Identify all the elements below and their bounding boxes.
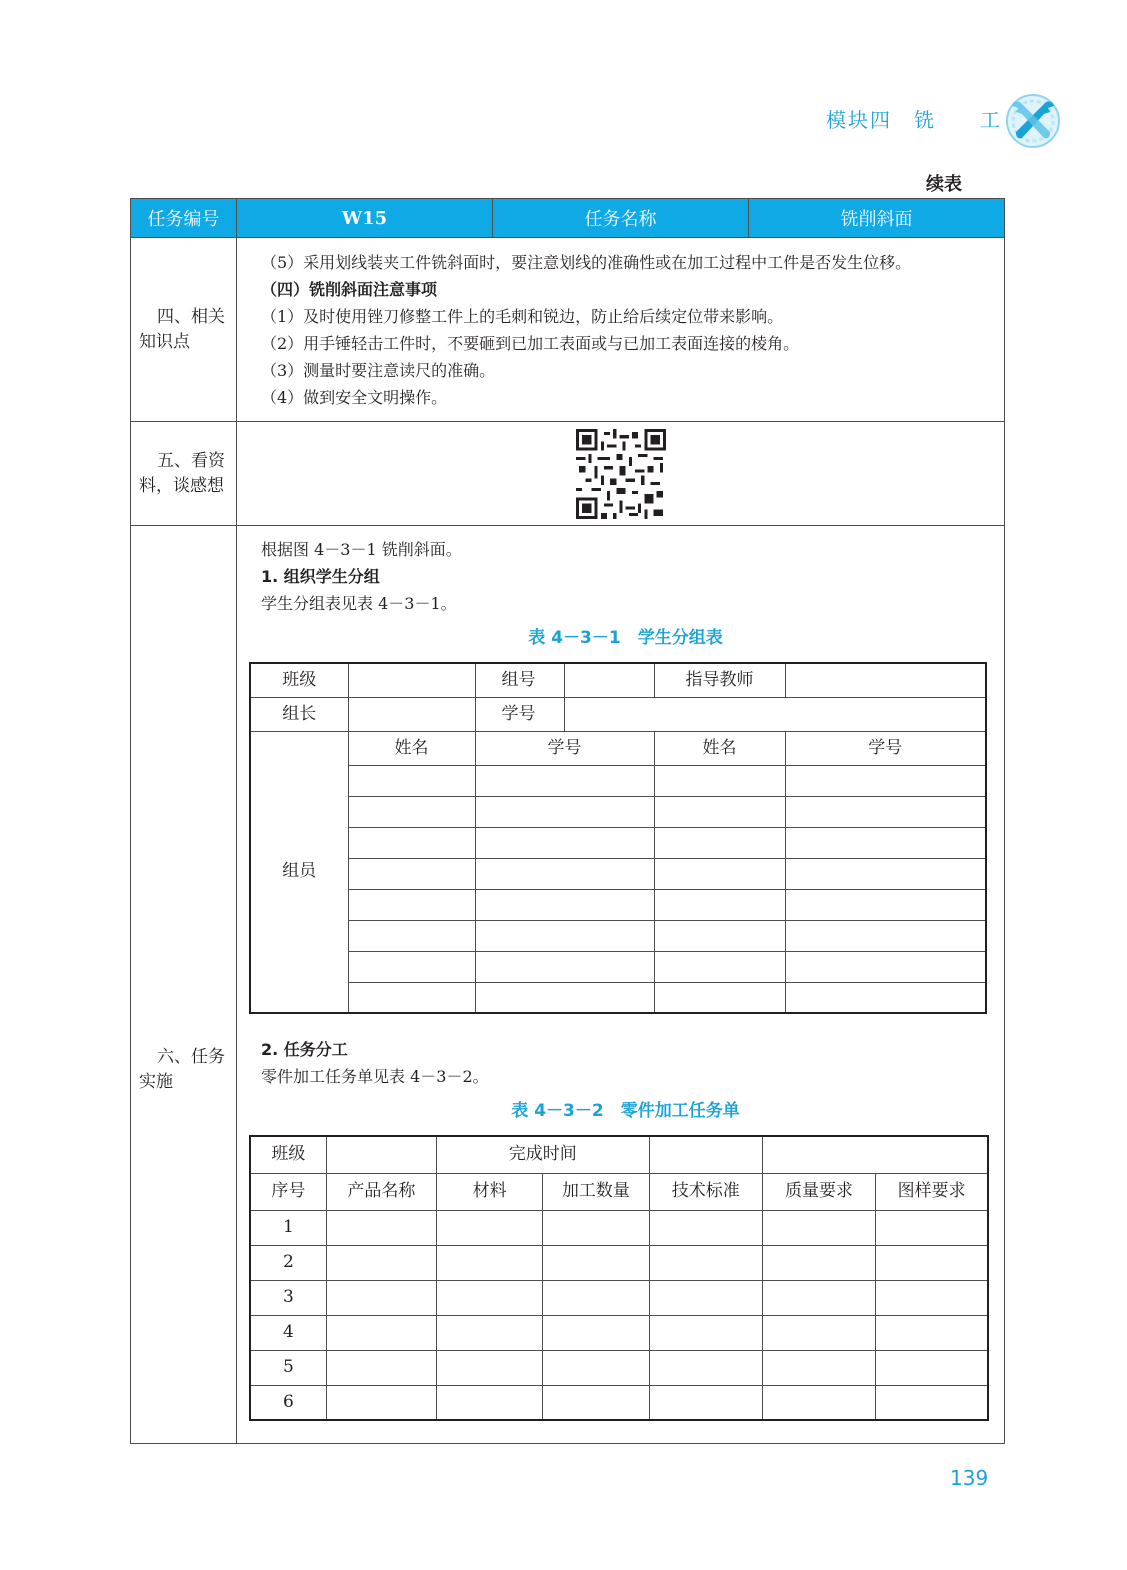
knowledge-line: （5）采用划线装夹工件铣斜面时，要注意划线的准确性或在加工过程中工件是否发生位移。 <box>261 252 912 272</box>
member-row <box>250 765 986 796</box>
task-row <box>250 1385 988 1420</box>
group-no-input-cell[interactable] <box>564 663 654 697</box>
knowledge-line: （1）及时使用锉刀修整工件上的毛刺和锐边，防止给后续定位带来影响。 <box>261 306 784 326</box>
task-cell[interactable] <box>437 1385 543 1420</box>
col-header: 技术标准 <box>649 1173 762 1210</box>
task-cell[interactable] <box>762 1315 875 1350</box>
task-row <box>250 1245 988 1280</box>
member-cell[interactable] <box>785 765 986 796</box>
member-cell[interactable] <box>348 858 475 889</box>
task-class-input-cell[interactable] <box>326 1136 436 1173</box>
task-cell[interactable] <box>649 1350 762 1385</box>
section-implementation-content <box>237 526 1005 1444</box>
member-cell[interactable] <box>348 827 475 858</box>
member-row <box>250 982 986 1013</box>
member-cell[interactable] <box>475 951 654 982</box>
member-cell[interactable] <box>654 796 785 827</box>
task-cell[interactable] <box>762 1350 875 1385</box>
member-cell[interactable] <box>785 889 986 920</box>
task-cell[interactable] <box>326 1315 436 1350</box>
continued-label: 续表 <box>926 174 962 195</box>
col-header: 产品名称 <box>326 1173 436 1210</box>
task-cell[interactable] <box>876 1280 988 1315</box>
section-implementation <box>131 526 1005 1444</box>
section-materials-content <box>237 422 1005 526</box>
page-number: 139 <box>950 1466 989 1490</box>
member-cell[interactable] <box>654 982 785 1013</box>
member-cell[interactable] <box>348 951 475 982</box>
task-cell[interactable] <box>876 1245 988 1280</box>
task-cell[interactable] <box>326 1350 436 1385</box>
member-cell[interactable] <box>654 765 785 796</box>
member-row <box>250 796 986 827</box>
knowledge-line: （2）用手锤轻击工件时，不要砸到已加工表面或与已加工表面连接的棱角。 <box>261 333 800 353</box>
member-cell[interactable] <box>348 889 475 920</box>
group-no-label: 组号 <box>475 663 564 697</box>
task-number-label: 任务编号 <box>131 199 237 238</box>
implementation-intro: 根据图 4－3－1 铣削斜面。 <box>261 540 462 559</box>
task-cell[interactable] <box>437 1210 543 1245</box>
finish-time-label: 完成时间 <box>437 1136 650 1173</box>
class-label: 班级 <box>250 663 348 697</box>
member-cell[interactable] <box>785 982 986 1013</box>
task-cell[interactable] <box>649 1245 762 1280</box>
section-materials-label: 五、看资 料，谈感想 <box>131 422 237 526</box>
row-number: 5 <box>250 1350 326 1385</box>
task-row <box>250 1350 988 1385</box>
teacher-input-cell[interactable] <box>785 663 986 697</box>
chapter-header-title: 模块四 铣 工 <box>826 108 1002 132</box>
col-header: 加工数量 <box>543 1173 649 1210</box>
task-cell[interactable] <box>876 1210 988 1245</box>
row-number: 4 <box>250 1315 326 1350</box>
member-row <box>250 827 986 858</box>
task-table <box>130 198 1005 1444</box>
member-cell[interactable] <box>654 827 785 858</box>
member-cell[interactable] <box>475 827 654 858</box>
task-row <box>250 1210 988 1245</box>
knowledge-subheading: （四）铣削斜面注意事项 <box>261 279 438 299</box>
member-cell[interactable] <box>475 982 654 1013</box>
task-division-heading: 2. 任务分工 <box>261 1040 348 1059</box>
grouping-text: 学生分组表见表 4－3－1。 <box>261 594 457 613</box>
task-cell[interactable] <box>876 1385 988 1420</box>
task-cell[interactable] <box>649 1385 762 1420</box>
task-cell[interactable] <box>543 1385 649 1420</box>
section-implementation-label: 六、任务 实施 <box>131 526 237 1444</box>
member-cell[interactable] <box>348 920 475 951</box>
task-cell[interactable] <box>437 1280 543 1315</box>
member-cell[interactable] <box>475 920 654 951</box>
task-cell[interactable] <box>762 1280 875 1315</box>
task-class-label: 班级 <box>250 1136 326 1173</box>
part-task-table <box>249 1135 989 1421</box>
teacher-label: 指导教师 <box>654 663 785 697</box>
member-cell[interactable] <box>785 951 986 982</box>
member-cell[interactable] <box>475 889 654 920</box>
task-division-text: 零件加工任务单见表 4－3－2。 <box>261 1067 489 1086</box>
member-cell[interactable] <box>654 858 785 889</box>
member-cell[interactable] <box>654 920 785 951</box>
finish-time-input-cell[interactable] <box>649 1136 762 1173</box>
task-cell[interactable] <box>543 1350 649 1385</box>
task-table-caption: 表 4－3－2 零件加工任务单 <box>511 1101 740 1121</box>
member-cell[interactable] <box>475 858 654 889</box>
member-cell[interactable] <box>785 920 986 951</box>
task-cell[interactable] <box>649 1315 762 1350</box>
task-cell[interactable] <box>543 1245 649 1280</box>
col-header: 质量要求 <box>762 1173 875 1210</box>
member-row <box>250 951 986 982</box>
member-cell[interactable] <box>785 827 986 858</box>
member-cell[interactable] <box>475 765 654 796</box>
group-table-caption: 表 4－3－1 学生分组表 <box>528 628 723 648</box>
task-blank-cell[interactable] <box>762 1136 988 1173</box>
section-knowledge-label: 四、相关 知识点 <box>131 238 237 422</box>
task-cell[interactable] <box>649 1210 762 1245</box>
task-cell[interactable] <box>876 1315 988 1350</box>
task-row <box>250 1280 988 1315</box>
knowledge-line: （3）测量时要注意读尺的准确。 <box>261 360 496 380</box>
task-cell[interactable] <box>326 1210 436 1245</box>
member-cell[interactable] <box>785 796 986 827</box>
class-input-cell[interactable] <box>348 663 475 697</box>
members-label: 组员 <box>250 731 348 1013</box>
member-cell[interactable] <box>348 796 475 827</box>
section-knowledge <box>131 238 1005 422</box>
task-cell[interactable] <box>876 1350 988 1385</box>
qr-code-icon[interactable] <box>576 429 666 519</box>
task-row <box>250 1315 988 1350</box>
task-cell[interactable] <box>437 1245 543 1280</box>
member-col-name: 姓名 <box>348 731 475 765</box>
task-name-value: 铣削斜面 <box>749 199 1005 238</box>
task-cell[interactable] <box>649 1280 762 1315</box>
section-materials <box>131 422 1005 526</box>
student-no-input-cell[interactable] <box>564 697 986 731</box>
col-header: 材料 <box>437 1173 543 1210</box>
task-cell[interactable] <box>762 1385 875 1420</box>
member-row <box>250 889 986 920</box>
col-header: 图样要求 <box>876 1173 988 1210</box>
member-cell[interactable] <box>654 889 785 920</box>
member-cell[interactable] <box>654 951 785 982</box>
task-cell[interactable] <box>543 1280 649 1315</box>
task-cell[interactable] <box>326 1245 436 1280</box>
wrench-gear-icon <box>1004 92 1062 150</box>
task-cell[interactable] <box>543 1315 649 1350</box>
member-cell[interactable] <box>348 982 475 1013</box>
task-cell[interactable] <box>437 1350 543 1385</box>
task-table-header-row <box>250 1173 988 1210</box>
student-group-table <box>249 662 987 1014</box>
task-number-value: W15 <box>237 199 493 238</box>
task-table-header <box>131 199 1005 238</box>
knowledge-line: （4）做到安全文明操作。 <box>261 387 448 407</box>
task-cell[interactable] <box>326 1280 436 1315</box>
row-number: 3 <box>250 1280 326 1315</box>
row-number: 1 <box>250 1210 326 1245</box>
student-no-label: 学号 <box>475 697 564 731</box>
col-header: 序号 <box>250 1173 326 1210</box>
row-number: 2 <box>250 1245 326 1280</box>
member-col-name: 姓名 <box>654 731 785 765</box>
task-name-label: 任务名称 <box>493 199 749 238</box>
member-cell[interactable] <box>475 796 654 827</box>
member-cell[interactable] <box>785 858 986 889</box>
member-col-no: 学号 <box>785 731 986 765</box>
task-cell[interactable] <box>762 1245 875 1280</box>
task-cell[interactable] <box>326 1385 436 1420</box>
task-cell[interactable] <box>437 1315 543 1350</box>
task-cell[interactable] <box>543 1210 649 1245</box>
task-cell[interactable] <box>762 1210 875 1245</box>
row-number: 6 <box>250 1385 326 1420</box>
member-cell[interactable] <box>348 765 475 796</box>
leader-label: 组长 <box>250 697 348 731</box>
leader-input-cell[interactable] <box>348 697 475 731</box>
member-row <box>250 920 986 951</box>
grouping-heading: 1. 组织学生分组 <box>261 567 380 586</box>
member-row <box>250 858 986 889</box>
member-col-no: 学号 <box>475 731 654 765</box>
section-knowledge-content <box>237 238 1005 422</box>
